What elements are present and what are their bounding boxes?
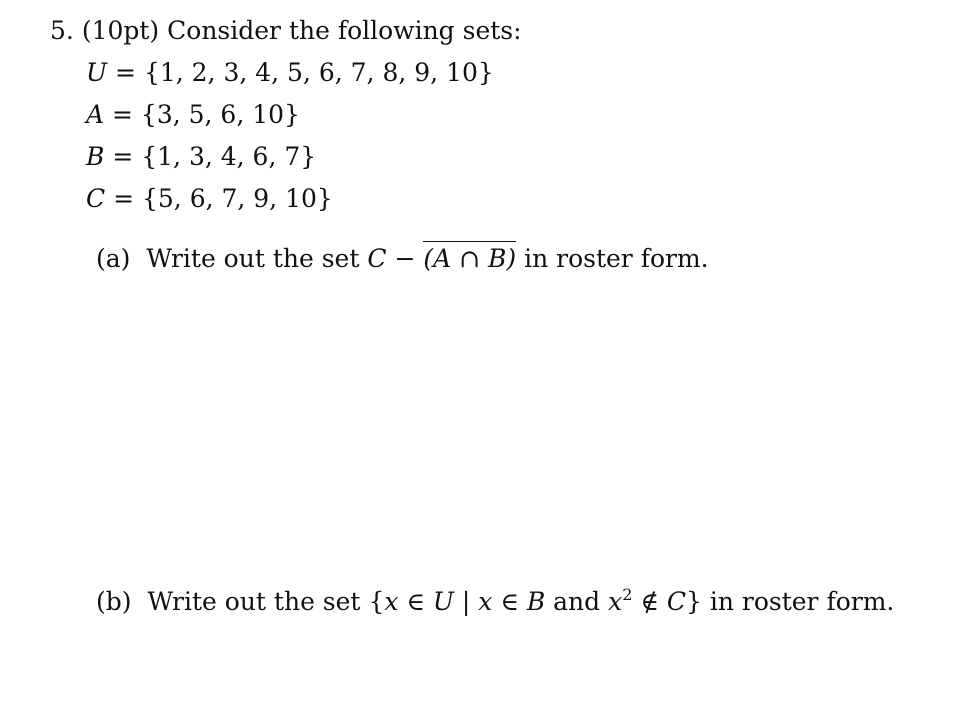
equals-sign: =: [113, 184, 135, 213]
set-definition-b: [86, 142, 316, 172]
part-a-label: (a): [96, 244, 131, 273]
problem-number: 5.: [50, 16, 74, 45]
and-word: and: [553, 587, 601, 616]
part-b-suffix: in roster form.: [709, 587, 895, 616]
set-name: U: [86, 58, 108, 87]
element-of-symbol: ∈: [406, 587, 425, 616]
equals-sign: =: [112, 100, 133, 129]
equals-sign: =: [112, 142, 134, 171]
part-a-suffix: in roster form.: [524, 244, 709, 273]
part-a-prefix: Write out the set: [146, 244, 360, 273]
problem-header: [50, 16, 522, 46]
part-b-prefix: Write out the set: [147, 587, 361, 616]
exponent: 2: [622, 585, 633, 604]
equals-sign: =: [115, 58, 136, 87]
var-x: x: [608, 587, 623, 616]
part-a-question: [96, 243, 709, 274]
right-brace: }: [685, 587, 702, 616]
problem-points: (10pt): [81, 16, 160, 45]
set-elements: {3, 5, 6, 10}: [140, 100, 300, 129]
set-elements: {1, 3, 4, 6, 7}: [141, 142, 317, 171]
such-that-bar: |: [461, 587, 471, 616]
element-of-symbol: ∈: [500, 587, 519, 616]
set-elements: {1, 2, 3, 4, 5, 6, 7, 8, 9, 10}: [143, 58, 494, 87]
set-c-symbol: C: [367, 244, 387, 273]
complement-expression: (A ∩ B): [423, 241, 516, 274]
set-definition-u: [86, 58, 494, 88]
set-c-symbol: C: [666, 587, 686, 616]
problem-intro: Consider the following sets:: [167, 16, 522, 45]
set-definition-c: [86, 184, 333, 214]
left-brace: {: [368, 587, 385, 616]
set-definition-a: [86, 100, 300, 130]
var-x: x: [384, 587, 399, 616]
part-b-label: (b): [96, 587, 132, 616]
set-name: C: [86, 184, 106, 213]
set-name: B: [86, 142, 105, 171]
set-elements: {5, 6, 7, 9, 10}: [142, 184, 333, 213]
set-b-symbol: B: [526, 587, 546, 616]
set-name: A: [86, 100, 105, 129]
not-element-of-symbol: ∉: [640, 587, 659, 616]
part-b-question: [96, 587, 894, 617]
var-x: x: [478, 587, 493, 616]
minus-sign: −: [394, 244, 416, 273]
set-u-symbol: U: [432, 587, 454, 616]
